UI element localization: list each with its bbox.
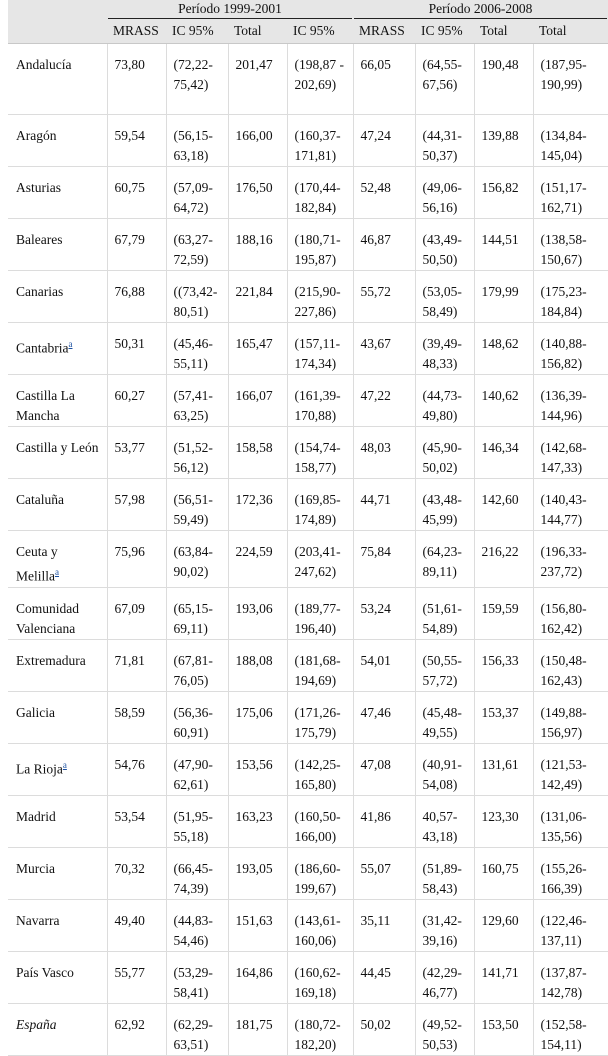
ci-cell: (143,61-160,06) [287,899,353,951]
value-cell: 55,07 [353,847,415,899]
value-cell: 67,09 [107,587,166,639]
ci-cell: (31,42-39,16) [415,899,474,951]
col-header: MRASS [353,19,415,44]
ci-cell: (140,43-144,77) [533,479,608,531]
value-cell: 46,87 [353,219,415,271]
value-cell: 193,05 [228,847,287,899]
ci-cell: (64,55-67,56) [415,44,474,115]
table-row [8,44,608,115]
ci-cell: (175,23-184,84) [533,271,608,323]
ci-cell: (63,27-72,59) [166,219,228,271]
value-cell: 75,84 [353,531,415,588]
col-header: Total [474,19,533,44]
value-cell: 60,27 [107,375,166,427]
table-row [8,847,608,899]
table-row [8,899,608,951]
value-cell: 48,03 [353,427,415,479]
ci-cell: (57,41-63,25) [166,375,228,427]
value-cell: 201,47 [228,44,287,115]
ci-cell: (63,84-90,02) [166,531,228,588]
ci-cell: (43,48-45,99) [415,479,474,531]
table-row [8,1003,608,1055]
region-name: Navarra [16,912,60,928]
col-header: IC 95% [166,19,228,44]
period-2006-2008-header: Período 2006-2008 [353,0,608,19]
region-name: Comunidad Valenciana [16,600,79,636]
value-cell: 35,11 [353,899,415,951]
value-cell: 160,75 [474,847,533,899]
ci-cell: (196,33-237,72) [533,531,608,588]
value-cell: 67,79 [107,219,166,271]
ci-cell: (49,06-56,16) [415,167,474,219]
ci-cell: (53,05-58,49) [415,271,474,323]
value-cell: 55,77 [107,951,166,1003]
value-cell: 73,80 [107,44,166,115]
ci-cell: (152,58-154,11) [533,1003,608,1055]
ci-cell: (151,17-162,71) [533,167,608,219]
table-row [8,639,608,691]
table-row [8,743,608,795]
value-cell: 76,88 [107,271,166,323]
ci-cell: (67,81-76,05) [166,639,228,691]
region-cell [8,587,107,639]
ci-cell: (149,88-156,97) [533,691,608,743]
value-cell: 58,59 [107,691,166,743]
period-1999-2001-header: Período 1999-2001 [107,0,353,19]
value-cell: 75,96 [107,531,166,588]
table-row [8,167,608,219]
ci-cell: (171,26-175,79) [287,691,353,743]
value-cell: 216,22 [474,531,533,588]
value-cell: 49,40 [107,899,166,951]
ci-cell: (51,95-55,18) [166,795,228,847]
value-cell: 175,06 [228,691,287,743]
value-cell: 158,58 [228,427,287,479]
value-cell: 153,56 [228,743,287,795]
value-cell: 54,01 [353,639,415,691]
ci-cell: (56,36-60,91) [166,691,228,743]
ci-cell: (42,29-46,77) [415,951,474,1003]
region-name: Andalucía [16,57,72,72]
ci-cell: (215,90-227,86) [287,271,353,323]
region-name: Baleares [16,232,63,247]
ci-cell: (150,48-162,43) [533,639,608,691]
region-name: Madrid [16,808,56,824]
ci-cell: (121,53-142,49) [533,743,608,795]
ci-cell: (154,74-158,77) [287,427,353,479]
region-name: Cantabria [16,340,69,356]
ci-cell: ((73,42-80,51) [166,271,228,323]
col-header: Total [533,19,608,44]
ci-cell: (65,15-69,11) [166,587,228,639]
ci-cell: (142,68-147,33) [533,427,608,479]
region-cell [8,639,107,691]
value-cell: 50,02 [353,1003,415,1055]
value-cell: 144,51 [474,219,533,271]
region-name: España [16,1016,57,1032]
ci-cell: (40,91-54,08) [415,743,474,795]
table-row [8,531,608,588]
value-cell: 142,60 [474,479,533,531]
ci-cell: (72,22-75,42) [166,44,228,115]
value-cell: 179,99 [474,271,533,323]
value-cell: 50,31 [107,323,166,375]
ci-cell: (45,48-49,55) [415,691,474,743]
ci-cell: (51,89-58,43) [415,847,474,899]
value-cell: 47,22 [353,375,415,427]
region-cell [8,375,107,427]
header-corner [8,0,107,19]
table-row [8,691,608,743]
col-header: MRASS [107,19,166,44]
value-cell: 129,60 [474,899,533,951]
value-cell: 41,86 [353,795,415,847]
value-cell: 55,72 [353,271,415,323]
region-cell [8,1003,107,1055]
ci-cell: (138,58-150,67) [533,219,608,271]
footnote-link[interactable]: a [68,339,73,349]
ci-cell: (140,88-156,82) [533,323,608,375]
ci-cell: (170,44-182,84) [287,167,353,219]
region-name: Castilla y León [16,440,99,455]
region-cell [8,531,107,588]
value-cell: 141,71 [474,951,533,1003]
ci-cell: (157,11-174,34) [287,323,353,375]
region-name: País Vasco [16,964,74,980]
value-cell: 221,84 [228,271,287,323]
header-corner-sub [8,19,107,44]
table-row [8,479,608,531]
ci-cell: (51,61-54,89) [415,587,474,639]
ci-cell: (180,71-195,87) [287,219,353,271]
ci-cell: (43,49-50,50) [415,219,474,271]
ci-cell: (51,52-56,12) [166,427,228,479]
ci-cell: (160,37-171,81) [287,115,353,167]
ci-cell: (180,72-182,20) [287,1003,353,1055]
value-cell: 166,00 [228,115,287,167]
region-cell [8,167,107,219]
value-cell: 153,37 [474,691,533,743]
table-row [8,587,608,639]
ci-cell: (169,85-174,89) [287,479,353,531]
ci-cell: (45,46-55,11) [166,323,228,375]
region-cell [8,323,107,375]
ci-cell: (44,73-49,80) [415,375,474,427]
ci-cell: (47,90-62,61) [166,743,228,795]
table-body [8,44,608,1056]
ci-cell: (53,29-58,41) [166,951,228,1003]
ci-cell: (160,62-169,18) [287,951,353,1003]
region-name: Extremadura [16,652,86,668]
value-cell: 60,75 [107,167,166,219]
value-cell: 190,48 [474,44,533,115]
region-cell [8,115,107,167]
ci-cell: (189,77-196,40) [287,587,353,639]
ci-cell: (39,49-48,33) [415,323,474,375]
ci-cell: (131,06-135,56) [533,795,608,847]
region-name: Murcia [16,860,55,876]
value-cell: 224,59 [228,531,287,588]
ci-cell: (66,45-74,39) [166,847,228,899]
value-cell: 159,59 [474,587,533,639]
region-cell [8,271,107,323]
value-cell: 53,24 [353,587,415,639]
value-cell: 123,30 [474,795,533,847]
value-cell: 43,67 [353,323,415,375]
value-cell: 140,62 [474,375,533,427]
value-cell: 176,50 [228,167,287,219]
region-name: Ceuta y Melilla [16,544,58,584]
ci-cell: (181,68-194,69) [287,639,353,691]
value-cell: 47,24 [353,115,415,167]
ci-cell: (57,09-64,72) [166,167,228,219]
ci-cell: (64,23-89,11) [415,531,474,588]
ci-cell: (156,80-162,42) [533,587,608,639]
table-row [8,115,608,167]
region-cell [8,951,107,1003]
value-cell: 131,61 [474,743,533,795]
value-cell: 181,75 [228,1003,287,1055]
value-cell: 164,86 [228,951,287,1003]
value-cell: 70,32 [107,847,166,899]
ci-cell: (122,46-137,11) [533,899,608,951]
value-cell: 165,47 [228,323,287,375]
region-cell [8,44,107,115]
col-header: Total [228,19,287,44]
region-name: La Rioja [16,761,63,776]
value-cell: 148,62 [474,323,533,375]
footnote-link[interactable]: a [62,759,67,770]
table-row [8,427,608,479]
region-cell [8,899,107,951]
value-cell: 52,48 [353,167,415,219]
value-cell: 156,33 [474,639,533,691]
value-cell: 166,07 [228,375,287,427]
region-cell [8,427,107,479]
table-row [8,795,608,847]
ci-cell: (56,15-63,18) [166,115,228,167]
value-cell: 53,54 [107,795,166,847]
value-cell: 163,23 [228,795,287,847]
value-cell: 53,77 [107,427,166,479]
value-cell: 188,08 [228,639,287,691]
ci-cell: (44,31-50,37) [415,115,474,167]
ci-cell: (203,41-247,62) [287,531,353,588]
region-cell [8,743,107,795]
ci-cell: (50,55-57,72) [415,639,474,691]
region-name: Canarias [16,284,64,299]
ci-cell: (45,90-50,02) [415,427,474,479]
value-cell: 193,06 [228,587,287,639]
region-cell [8,847,107,899]
ci-cell: (155,26-166,39) [533,847,608,899]
ci-cell: (160,50-166,00) [287,795,353,847]
value-cell: 62,92 [107,1003,166,1055]
mortality-table [8,0,608,1056]
value-cell: 188,16 [228,219,287,271]
ci-cell: (56,51-59,49) [166,479,228,531]
value-cell: 57,98 [107,479,166,531]
value-cell: 44,45 [353,951,415,1003]
footnote-link[interactable]: a [55,567,59,577]
region-name: Galicia [16,704,55,720]
ci-cell: (161,39-170,88) [287,375,353,427]
value-cell: 139,88 [474,115,533,167]
region-cell [8,479,107,531]
table-row [8,271,608,323]
value-cell: 44,71 [353,479,415,531]
region-name: Aragón [16,128,57,143]
table-row [8,323,608,375]
value-cell: 66,05 [353,44,415,115]
ci-cell: 40,57-43,18) [415,795,474,847]
region-name: Castilla La Mancha [16,388,75,423]
ci-cell: (187,95-190,99) [533,44,608,115]
value-cell: 153,50 [474,1003,533,1055]
value-cell: 47,08 [353,743,415,795]
ci-cell: (134,84-145,04) [533,115,608,167]
region-cell [8,691,107,743]
region-cell [8,219,107,271]
table-row [8,375,608,427]
value-cell: 47,46 [353,691,415,743]
value-cell: 71,81 [107,639,166,691]
ci-cell: (186,60-199,67) [287,847,353,899]
ci-cell: (44,83-54,46) [166,899,228,951]
ci-cell: (198,87 - 202,69) [287,44,353,115]
table-row [8,219,608,271]
value-cell: 59,54 [107,115,166,167]
region-name: Cataluña [16,492,64,507]
value-cell: 172,36 [228,479,287,531]
value-cell: 151,63 [228,899,287,951]
ci-cell: (137,87-142,78) [533,951,608,1003]
ci-cell: (142,25-165,80) [287,743,353,795]
table-row [8,951,608,1003]
ci-cell: (49,52-50,53) [415,1003,474,1055]
region-name: Asturias [16,180,61,195]
ci-cell: (62,29-63,51) [166,1003,228,1055]
value-cell: 54,76 [107,743,166,795]
col-header: IC 95% [415,19,474,44]
col-header: IC 95% [287,19,353,44]
ci-cell: (136,39-144,96) [533,375,608,427]
value-cell: 156,82 [474,167,533,219]
value-cell: 146,34 [474,427,533,479]
region-cell [8,795,107,847]
